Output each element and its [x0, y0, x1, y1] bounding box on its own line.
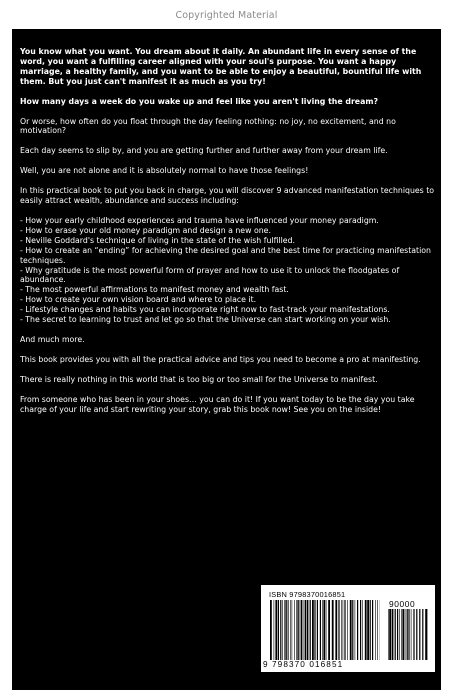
barcode-addon-bars	[388, 609, 428, 660]
list-item: - How to create your own vision board and where to place it.	[20, 295, 257, 305]
closing-paragraph: There is really nothing in this world that is too big or too small for the Universe to manifest.	[20, 374, 378, 384]
body-paragraph: In this practical book to put you back in charge, you will discover 9 advanced manifestation techniques to easily attract wealth, abundance and success including:	[20, 186, 435, 206]
list-item: - How to erase your old money paradigm and design a new one.	[20, 225, 271, 235]
intro-paragraph: You know what you want. You dream about it daily. An abundant life in every sense of the word, you want a fulfilling career aligned with your soul's purpose. You want a happy marriage, a healthy family, and you want to be able to enjoy a beautiful, bountiful life with them. But you just can't manifest it as much as you try!	[20, 47, 422, 86]
body-paragraph: Or worse, how often do you float through the day feeling nothing: no joy, no excitement, and no motivation?	[20, 116, 396, 136]
barcode-bars	[270, 600, 380, 660]
list-item: - Lifestyle changes and habits you can incorporate right now to fast-track your manifestations.	[20, 305, 390, 315]
technique-list	[20, 216, 436, 325]
back-cover	[12, 29, 441, 690]
isbn-label: ISBN 9798370016851	[269, 590, 346, 599]
body-paragraph: Each day seems to slip by, and you are getting further and further away from your dream life.	[20, 146, 388, 156]
body-paragraph: Well, you are not alone and it is absolutely normal to have those feelings!	[20, 166, 309, 176]
list-item: - How to create an “ending” for achieving the desired goal and the best time for practicing manifestation techniques.	[20, 245, 431, 265]
copyright-watermark: Copyrighted Material	[175, 10, 278, 21]
closing-paragraph: This book provides you with all the practical advice and tips you need to become a pro at manifesting.	[20, 354, 421, 364]
isbn-barcode	[261, 585, 435, 672]
list-item: - The secret to learning to trust and let go so that the Universe can start working on your wish.	[20, 315, 391, 325]
list-item: - The most powerful affirmations to manifest money and wealth fast.	[20, 285, 289, 295]
closing-paragraph: From someone who has been in your shoes… you can do it! If you want today to be the day you take charge of your life and start rewriting your story, grab this book now! See you on the inside!	[20, 394, 415, 414]
closing-paragraph: And much more.	[20, 334, 85, 344]
question-paragraph: How many days a week do you wake up and feel like you aren't living the dream?	[20, 96, 378, 106]
list-item: - How your early childhood experiences and trauma have influenced your money paradigm.	[20, 215, 379, 225]
barcode-addon-number: 90000	[389, 599, 416, 609]
blurb-text	[20, 47, 436, 424]
barcode-digits: 9 798370 016851	[263, 660, 344, 669]
list-item: - Neville Goddard's technique of living in the state of the wish fulfilled.	[20, 235, 296, 245]
list-item: - Why gratitude is the most powerful form of prayer and how to use it to unlock the floodgates of abundance.	[20, 265, 400, 285]
